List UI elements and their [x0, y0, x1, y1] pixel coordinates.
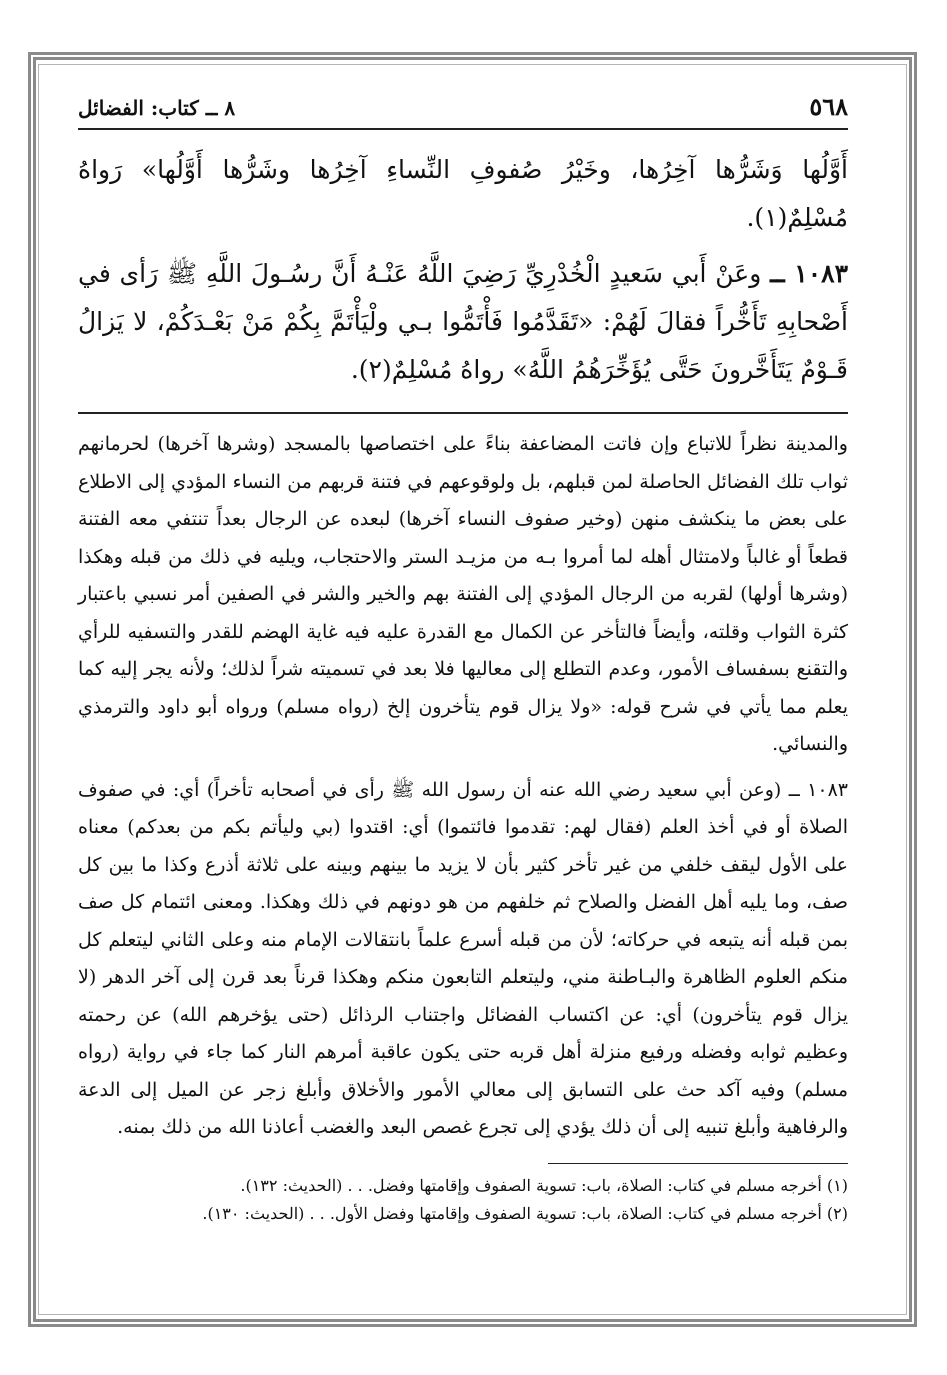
commentary-paragraph-1: والمدينة نظراً للاتباع وإن فاتت المضاعفة بناءً على اختصاصها بالمسجد (وشرها آخرها) لحرمانهم ثواب تلك الفضائل الحاصلة لمن قبلهم، بل ولوقوعهم في فتنة قربهم من النساء المؤدي إلى الاطلاع على بعض ما ينكشف منهن (وخير صفوف النساء آخرها) لبعده عن الرجال بعداً تنتفي معه الفتنة قطعاً أو غالباً ولامتثال أهله لما أمروا بـه من مزيـد الستر والاحتجاب، ويليه في ذلك من قبله وهكذا (وشرها أولها) لقربه من الرجال المؤدي إلى الفتنة بهم والخير والشر في الصفين أمر نسبي باعتبار كثرة الثواب وقلته، وأيضاً فالتأخر عن الكمال مع القدرة عليه فيه غاية الهضم للقدر والتسفيه للرأي والتقنع بسفساف الأمور، وعدم التطلع إلى معاليها فلا بعد في تسميته شراً لذلك؛ ولأنه يجر إليه كما يعلم مما يأتي في شرح قوله: «ولا يزال قوم يتأخرون إلخ (رواه مسلم) ورواه أبو داود والترمذي والنسائي. — [78, 433, 848, 755]
book-title: ٨ ــ كتاب: الفضائل — [78, 96, 236, 120]
previous-hadith-continuation: أَوَّلُها وَشَرُّها آخِرُها، وخَيْرُ صُفوفِ النِّساءِ آخِرُها وشَرُّها أَوَّلُها» رَواهُ مُسْلِمٌ(١). — [78, 155, 848, 232]
footnote-2: (٢) أخرجه مسلم في كتاب: الصلاة، باب: تسوية الصفوف وإقامتها وفضل الأول. . . (الحديث: ١٣٠). — [202, 1203, 848, 1223]
book-page — [78, 88, 848, 1228]
page-header — [78, 88, 848, 130]
footnote-1: (١) أخرجه مسلم في كتاب: الصلاة، باب: تسوية الصفوف وإقامتها وفضل. . . (الحديث: ١٣٢). — [240, 1175, 848, 1195]
footnote-divider — [548, 1163, 848, 1164]
commentary-section — [78, 426, 848, 1147]
page-number: ٥٦٨ — [809, 92, 848, 121]
hadith-1083 — [78, 250, 848, 394]
section-divider — [78, 412, 848, 414]
footnotes — [78, 1172, 848, 1228]
hadith-text-section — [78, 146, 848, 394]
hadith-body: وعَنْ أَبي سَعيدٍ الْخُدْرِيِّ رَضِيَ اللَّهُ عَنْـهُ أَنَّ رسُـولَ اللَّهِ ﷺ رَأى في أَصْحابِهِ تَأَخُّراً فقالَ لَهُمْ: «تَقَدَّمُوا فَأْتَمُّوا بـي ولْيَأْتَمَّ بِكُمْ مَنْ بَعْـدَكُمْ، لا يَزالُ قَـوْمٌ يَتَأَخَّرونَ حَتَّى يُؤَخِّرَهُمُ اللَّهُ» رواهُ مُسْلِمٌ(٢). — [78, 259, 848, 384]
commentary-paragraph-2: ١٠٨٣ ــ (وعن أبي سعيد رضي الله عنه أن رسول الله ﷺ رأى في أصحابه تأخراً) أي: في صفوف الصلاة أو في أخذ العلم (فقال لهم: تقدموا فائتموا) أي: اقتدوا (بي وليأتم بكم من بعدكم) معناه على الأول ليقف خلفي من غير تأخر كثير بأن لا يزيد ما بينهم وبينه على ثلاثة أذرع وكذا ما بين كل صف، وما يليه أهل الفضل والصلاح ثم خلفهم من هو دونهم في ذلك وهكذا. ومعنى ائتمام كل صف بمن قبله أنه يتبعه في حركاته؛ لأن من قبله أسرع علماً بانتقالات الإمام منه وعلى الثاني ليتعلم كل منكم العلوم الظاهرة والبـاطنة مني، وليتعلم التابعون منكم وهكذا قرناً بعد قرن إلى آخر الدهر (لا يزال قوم يتأخرون) أي: عن اكتساب الفضائل واجتناب الرذائل (حتى يؤخرهم الله) عن رحمته وعظيم ثوابه وفضله ورفيع منزلة أهل قربه حتى يكون عاقبة أمرهم النار كما جاء في رواية (رواه مسلم) وفيه آكد حث على التسابق إلى معالي الأمور والأخلاق وأبلغ زجر عن الميل إلى الدعة والرفاهية وأبلغ تنبيه إلى أن ذلك يؤدي إلى تجرع غصص البعد والغضب أعاذنا الله من ذلك بمنه. — [78, 778, 848, 1138]
hadith-number: ١٠٨٣ ــ — [770, 259, 848, 288]
